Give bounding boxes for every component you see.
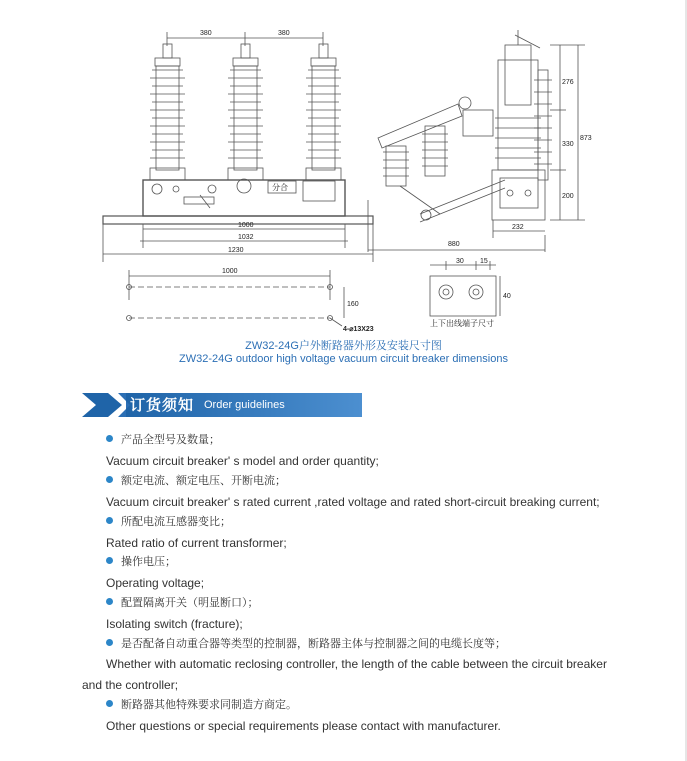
dim-front-1: 1000 [238,222,254,229]
panel-label: 分合 [272,183,288,192]
dim-side-w1: 232 [512,224,524,231]
figure-caption-en: ZW32-24G outdoor high voltage vacuum circuit breaker dimensions [179,353,508,365]
list-item-zh: 操作电压； [106,554,176,570]
insulator-1 [150,44,185,180]
bullet-icon [106,476,113,483]
list-item-en: Rated ratio of current transformer; [106,536,287,550]
dim-term-3: 40 [503,293,511,300]
section-subtitle: Order guidelines [204,399,285,411]
bullet-icon [106,700,113,707]
dim-front-3: 1230 [228,247,244,254]
list-item-zh: 所配电流互感器变比； [106,514,231,530]
bullet-icon [106,598,113,605]
list-item-zh: 配置隔离开关（明显断口）； [106,595,259,611]
terminal-caption: 上下出线端子尺寸 [430,319,494,328]
list-item-en: Isolating switch (fracture); [106,617,243,631]
dim-plan-holes: 4-⌀13X23 [343,326,374,333]
list-item-en: Operating voltage; [106,576,205,590]
dim-top-2: 380 [278,30,290,37]
dim-side-w2: 880 [448,241,460,248]
dim-side-h3: 200 [562,193,574,200]
list-item-zh: 额定电流、额定电压、开断电流； [106,473,286,489]
dim-side-h1: 276 [562,79,574,86]
list-item-en-continued: and the controller; [82,678,179,692]
dim-term-1: 30 [456,258,464,265]
dim-side-h4: 873 [580,135,592,142]
dim-front-2: 1032 [238,234,254,241]
list-item-zh: 产品全型号及数量； [106,432,220,448]
dim-plan: 1000 [222,268,238,275]
dim-top-1: 380 [200,30,212,37]
bullet-icon [106,639,113,646]
list-item-en: Other questions or special requirements please contact with manufacturer. [106,719,501,733]
list-item-zh: 断路器其他特殊要求同制造方商定。 [106,697,297,713]
list-item-en: Vacuum circuit breaker' s rated current ,rated voltage and rated short-circuit breaking current; [106,495,600,509]
insulator-3 [306,44,341,180]
list-item-zh: 是否配备自动重合器等类型的控制器，断路器主体与控制器之间的电缆长度等； [106,636,506,652]
dim-side-h2: 330 [562,141,574,148]
bullet-icon [106,435,113,442]
bullet-icon [106,557,113,564]
figure-caption-zh: ZW32-24G户外断路器外形及安装尺寸图 [245,340,442,352]
insulator-2 [228,44,263,180]
dimension-drawing [0,0,687,340]
dim-plan-side: 160 [347,301,359,308]
bullet-icon [106,517,113,524]
section-title: 订货须知 [130,397,195,414]
dim-term-2: 15 [480,258,488,265]
list-item-en: Vacuum circuit breaker' s model and order quantity; [106,454,379,468]
list-item-en: Whether with automatic reclosing controller, the length of the cable between the circuit breaker [106,657,607,671]
